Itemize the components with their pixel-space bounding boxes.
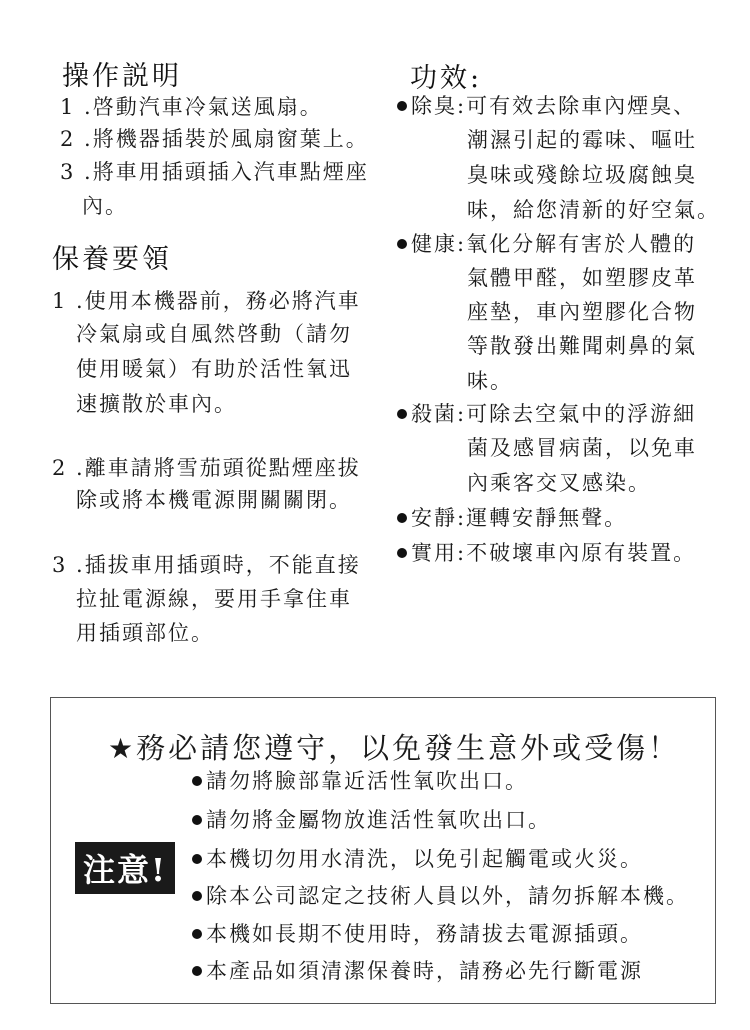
- instructions-title: 操作説明: [62, 61, 182, 92]
- notice-item-text: 本產品如須清潔保養時，請務必先行斷電源: [206, 959, 643, 983]
- notice-title: [108, 726, 680, 767]
- effect-health-line-5: 味。: [467, 369, 513, 393]
- effect-sterilize-line-2: 菌及感冒病菌，以免車: [467, 436, 697, 460]
- bullet-icon: [192, 854, 202, 864]
- instruction-step-2: 2 .將機器插裝於風扇窗葉上。: [60, 127, 369, 151]
- star-icon: ★: [108, 732, 137, 765]
- instruction-step-3-cont: 內。: [82, 194, 128, 218]
- effect-sterilize-line-3: 內乘客交叉感染。: [467, 471, 651, 495]
- effect-quiet: [397, 508, 627, 529]
- effect-label: 安靜:: [411, 506, 467, 530]
- notice-item-3: [192, 843, 643, 873]
- effect-deodorize-line-2: 潮濕引起的霉味、嘔吐: [467, 128, 697, 152]
- effect-text: 運轉安靜無聲。: [466, 506, 628, 530]
- notice-title-text: 務必請您遵守，以免發生意外或受傷！: [136, 731, 681, 765]
- maintenance-item-3-line-1: 3 .插拔車用插頭時，不能直接: [52, 553, 361, 577]
- effect-health-line-2: 氣體甲醛，如塑膠皮革: [467, 266, 697, 290]
- notice-item-5: [192, 918, 643, 948]
- notice-item-4: [192, 880, 689, 910]
- notice-item-text: 本機如長期不使用時，務請拔去電源插頭。: [206, 922, 643, 946]
- bullet-icon: [397, 513, 407, 523]
- effect-text: 可除去空氣中的浮游細: [466, 402, 697, 426]
- bullet-icon: [192, 966, 202, 976]
- maintenance-item-1-line-4: 速擴散於車內。: [76, 392, 237, 416]
- effect-deodorize-line-3: 臭味或殘餘垃圾腐蝕臭: [467, 163, 697, 187]
- maintenance-item-3-line-3: 用插頭部位。: [76, 621, 214, 645]
- maintenance-item-1-line-1: 1 .使用本機器前，務必將汽車: [52, 289, 361, 313]
- notice-item-text: 除本公司認定之技術人員以外，請勿拆解本機。: [206, 884, 689, 908]
- bullet-icon: [397, 409, 407, 419]
- effect-practical: [397, 543, 696, 564]
- bullet-icon: [397, 239, 407, 249]
- bullet-icon: [192, 776, 202, 786]
- effect-health-line-3: 座墊，車內塑膠化合物: [467, 300, 697, 324]
- effect-label: 除臭:: [411, 94, 467, 118]
- maintenance-item-3-line-2: 拉扯電源線，要用手拿住車: [76, 587, 352, 611]
- bullet-icon: [397, 548, 407, 558]
- maintenance-item-2-line-2: 除或將本機電源開關關閉。: [76, 488, 352, 512]
- instruction-step-1: 1 .啓動汽車冷氣送風扇。: [60, 95, 323, 119]
- notice-item-6: [192, 955, 643, 985]
- effects-title: 功效:: [410, 63, 483, 94]
- effect-health-line-4: 等散發出難聞刺鼻的氣: [467, 334, 697, 358]
- notice-item-text: 本機切勿用水清洗，以免引起觸電或火災。: [206, 847, 643, 871]
- bullet-icon: [192, 929, 202, 939]
- maintenance-item-1-line-3: 使用暖氣）有助於活性氧迅: [76, 357, 352, 381]
- caution-label: 注意!: [75, 842, 175, 894]
- effect-text: 氧化分解有害於人體的: [466, 232, 697, 256]
- effect-label: 健康:: [411, 232, 467, 256]
- effect-deodorize-line-4: 味，給您清新的好空氣。: [467, 198, 720, 222]
- bullet-icon: [192, 815, 202, 825]
- maintenance-title: 保養要領: [52, 244, 172, 275]
- maintenance-item-2-line-1: 2 .離車請將雪茄頭從點煙座拔: [52, 456, 361, 480]
- bullet-icon: [397, 101, 407, 111]
- effect-label: 實用:: [411, 541, 467, 565]
- notice-item-text: 請勿將金屬物放進活性氧吹出口。: [206, 808, 551, 832]
- effect-sterilize: [397, 404, 696, 425]
- effect-health: [397, 234, 696, 255]
- notice-item-2: [192, 804, 551, 834]
- effect-deodorize: [397, 96, 696, 117]
- effect-text: 可有效去除車內煙臭、: [466, 94, 697, 118]
- bullet-icon: [192, 891, 202, 901]
- notice-item-text: 請勿將臉部靠近活性氧吹出口。: [206, 769, 528, 793]
- effect-label: 殺菌:: [411, 402, 467, 426]
- instruction-step-3: 3 .將車用插頭插入汽車點煙座: [60, 160, 369, 184]
- maintenance-item-1-line-2: 冷氣扇或自風然啓動（請勿: [76, 322, 352, 346]
- effect-text: 不破壞車內原有裝置。: [466, 541, 697, 565]
- notice-item-1: [192, 765, 528, 795]
